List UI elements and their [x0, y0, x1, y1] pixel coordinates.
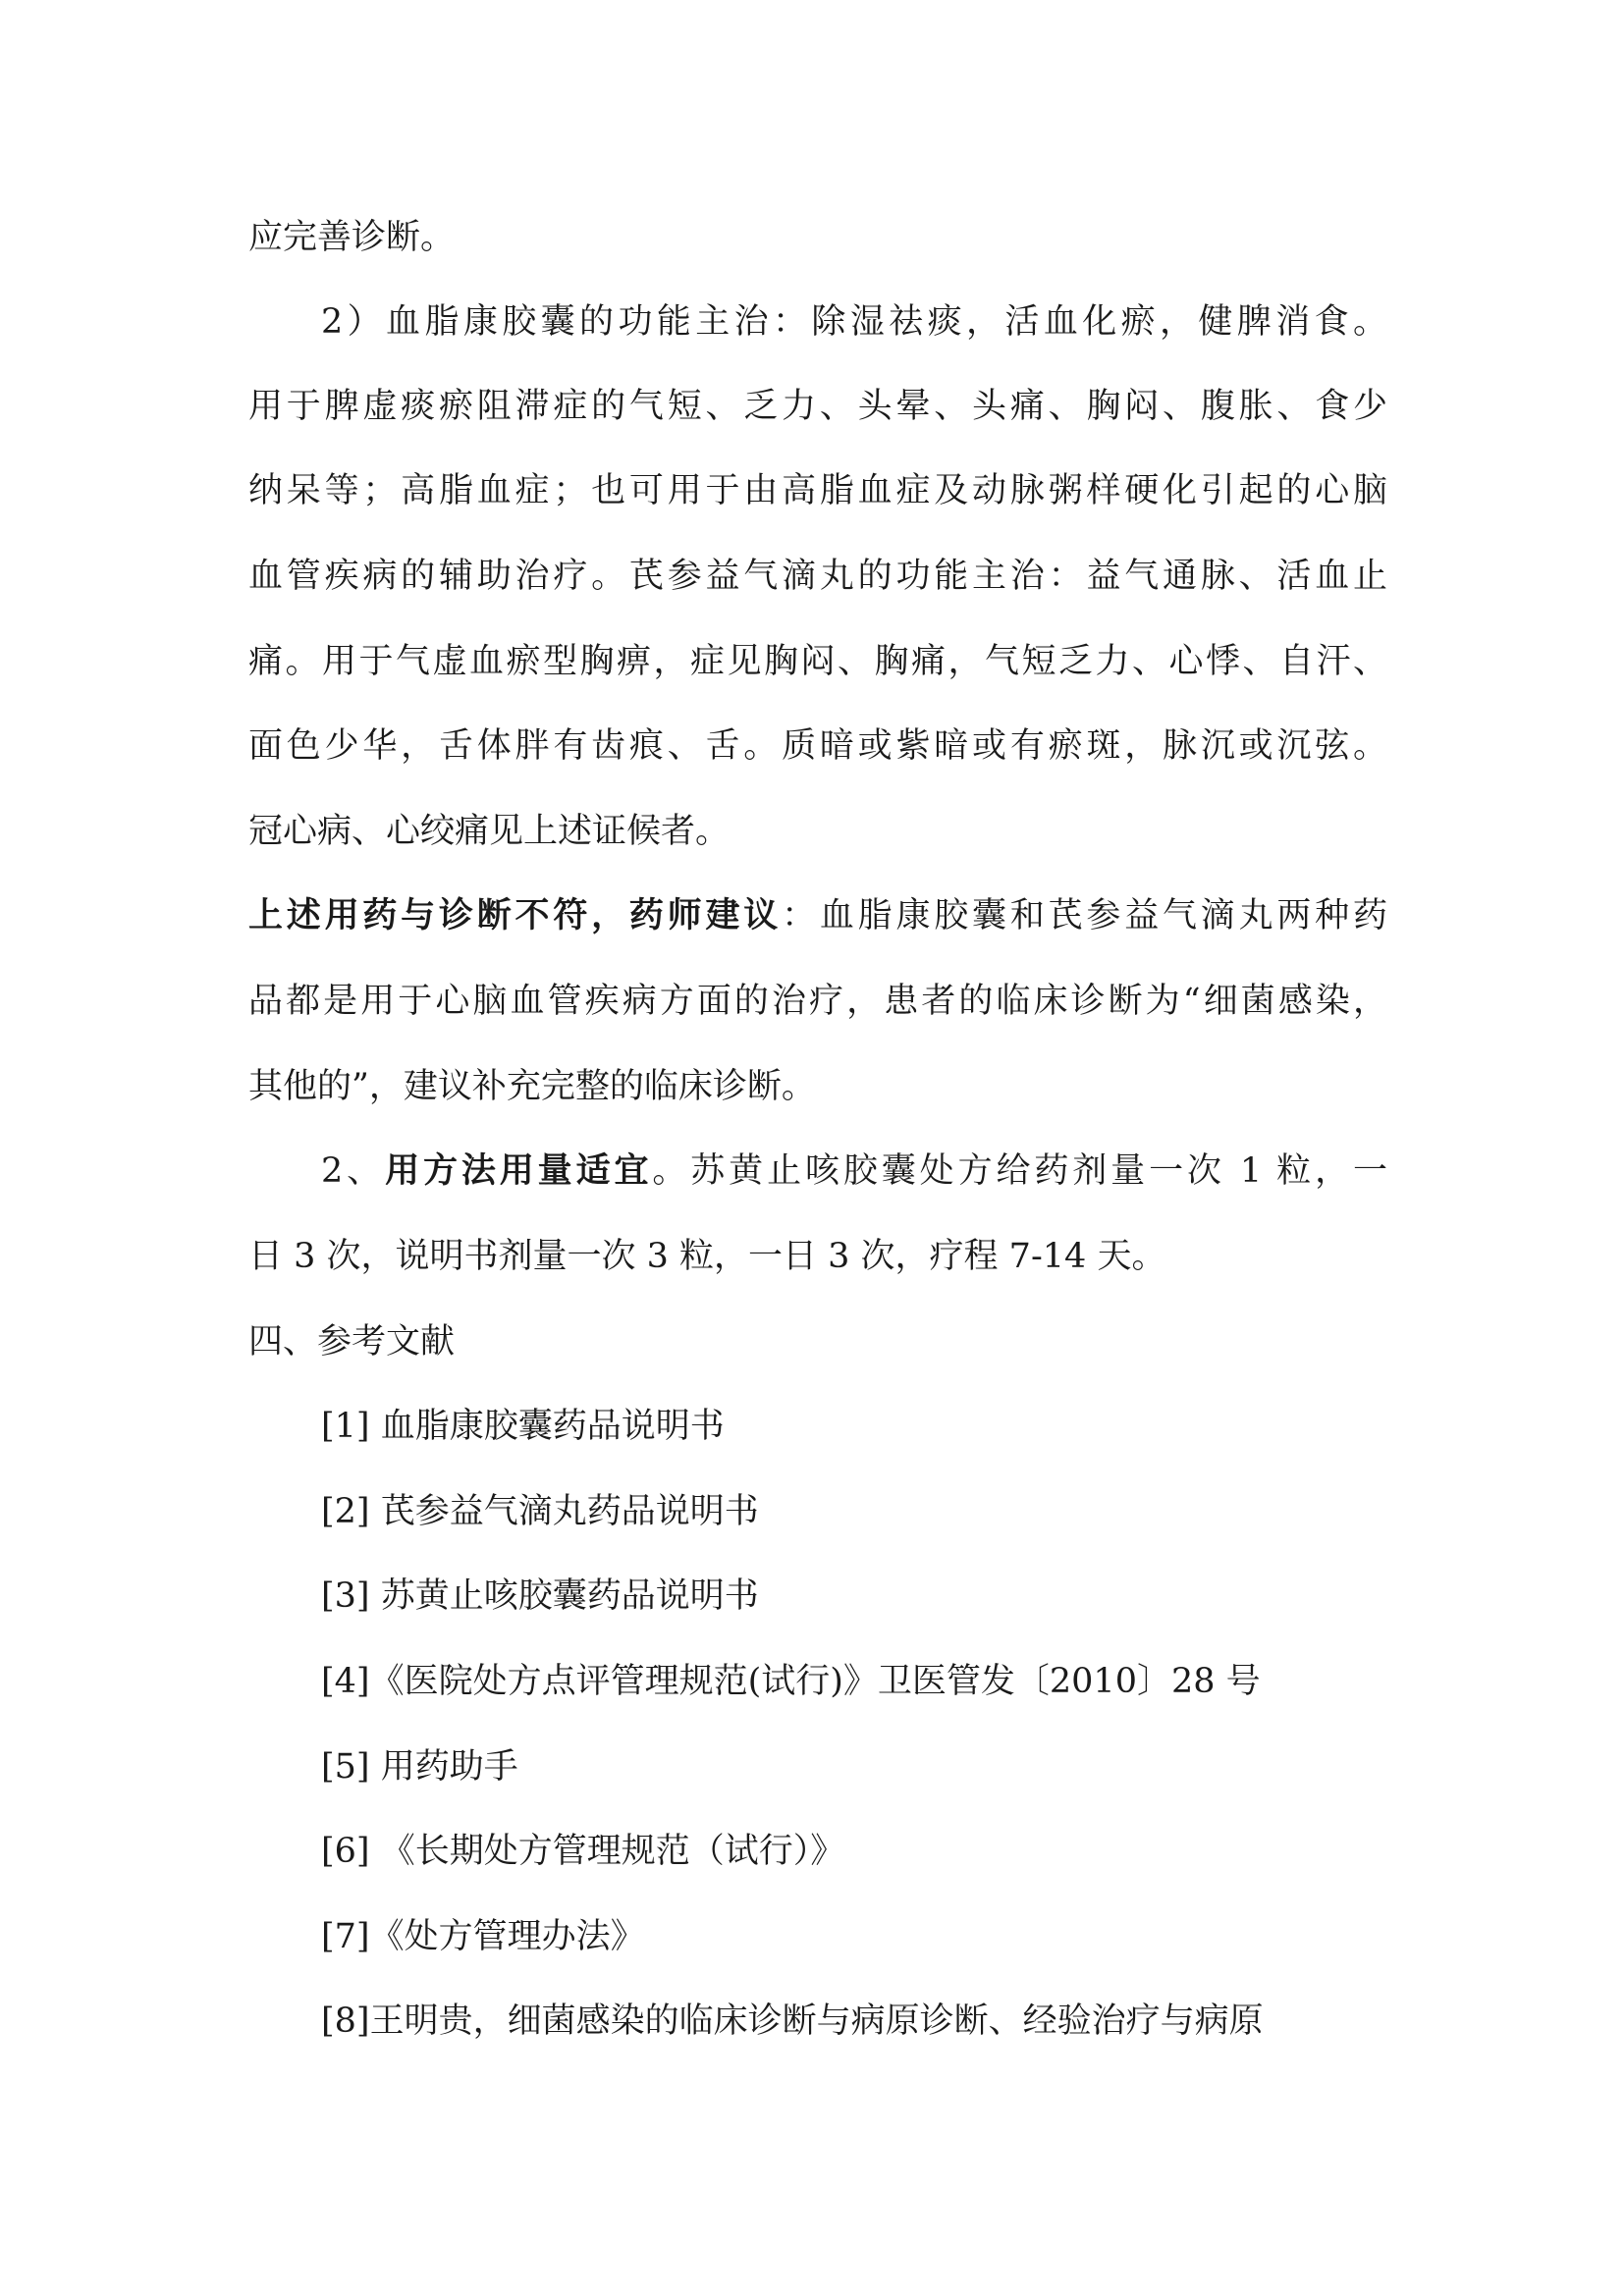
paragraph-line: 2）血脂康胶囊的功能主治：除湿祛痰，活血化瘀，健脾消食。 [321, 302, 1387, 342]
reference-item: [1] 血脂康胶囊药品说明书 [321, 1407, 725, 1446]
reference-item: [2] 芪参益气滴丸药品说明书 [321, 1492, 759, 1531]
dosage-bold-lead: 用方法用量适宜 [385, 1150, 653, 1191]
references-heading: 四、参考文献 [248, 1322, 456, 1362]
reference-item: [8]王明贵，细菌感染的临床诊断与病原诊断、经验治疗与病原 [321, 2002, 1264, 2041]
reference-item: [6] 《长期处方管理规范（试行）》 [321, 1832, 845, 1871]
dosage-text: 。苏黄止咳胶囊处方给药剂量一次 1 粒，一 [652, 1151, 1387, 1191]
dosage-line [321, 1149, 1387, 1193]
paragraph-line: 冠心病、心绞痛见上述证候者。 [248, 812, 731, 851]
paragraph-line: 痛。用于气虚血瘀型胸痹，症见胸闷、胸痛，气短乏力、心悸、自汗、 [248, 642, 1387, 681]
suggestion-text: ：血脂康胶囊和芪参益气滴丸两种药 [782, 896, 1387, 935]
paragraph-line: 面色少华，舌体胖有齿痕、舌。质暗或紫暗或有瘀斑，脉沉或沉弦。 [248, 726, 1387, 766]
reference-item: [7]《处方管理办法》 [321, 1917, 645, 1956]
reference-item: [4]《医院处方点评管理规范(试行)》卫医管发〔2010〕28 号 [321, 1662, 1261, 1701]
dosage-line: 日 3 次，说明书剂量一次 3 粒，一日 3 次，疗程 7-14 天。 [248, 1237, 1166, 1276]
dosage-number: 2、 [321, 1151, 386, 1191]
suggestion-line: 品都是用于心脑血管疾病方面的治疗，患者的临床诊断为“细菌感染， [248, 982, 1387, 1021]
paragraph-line: 纳呆等；高脂血症；也可用于由高脂血症及动脉粥样硬化引起的心脑 [248, 471, 1387, 510]
suggestion-bold-lead: 上述用药与诊断不符，药师建议 [248, 895, 783, 935]
paragraph-line: 应完善诊断。 [248, 218, 456, 257]
suggestion-line [248, 894, 1387, 937]
suggestion-line: 其他的”，建议补充完整的临床诊断。 [248, 1067, 816, 1106]
reference-item: [5] 用药助手 [321, 1747, 518, 1787]
paragraph-line: 用于脾虚痰瘀阻滞症的气短、乏力、头晕、头痛、胸闷、腹胀、食少 [248, 387, 1387, 426]
paragraph-line: 血管疾病的辅助治疗。芪参益气滴丸的功能主治：益气通脉、活血止 [248, 557, 1387, 596]
reference-item: [3] 苏黄止咳胶囊药品说明书 [321, 1576, 759, 1616]
